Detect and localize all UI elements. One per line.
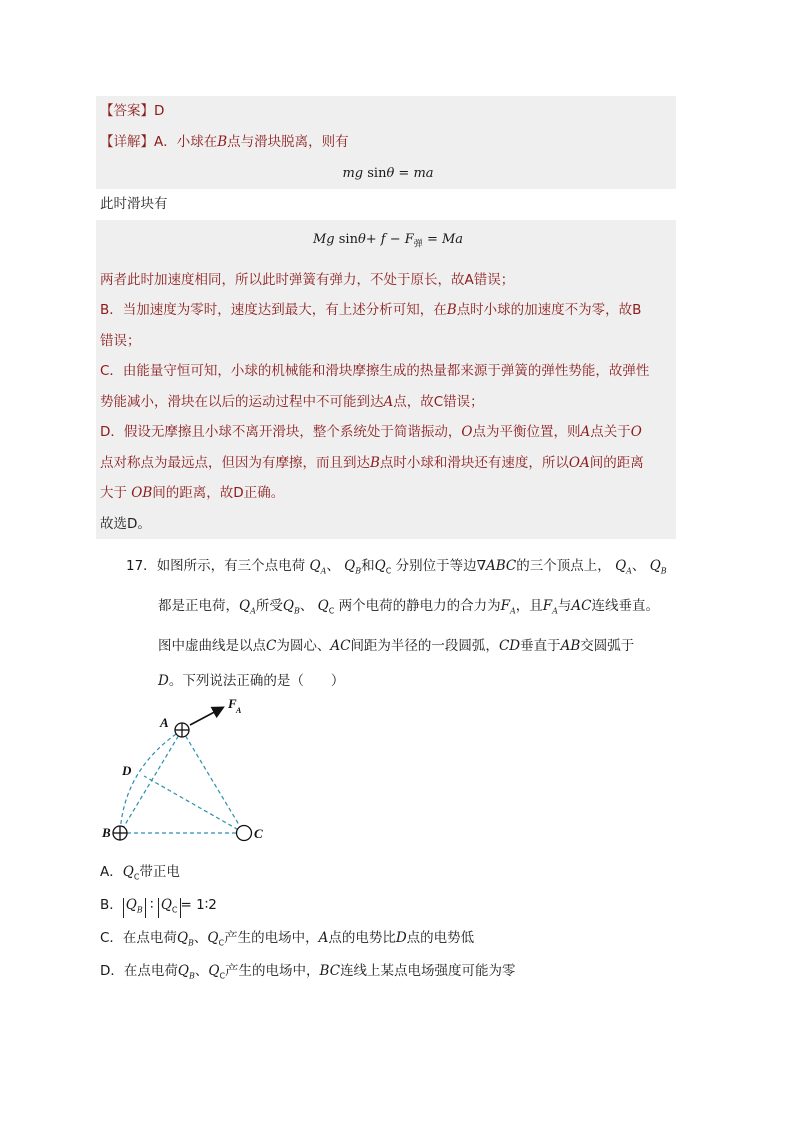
q-sub: B (660, 566, 667, 576)
q-sep: 、 (194, 963, 209, 979)
charge-diagram (104, 696, 274, 846)
charge-b-positive-icon (113, 826, 127, 840)
detail-explanation (96, 265, 676, 540)
q-symbol: Q (649, 558, 661, 574)
q-text: 间距为半径的一段圆弧， (350, 638, 499, 655)
option-c-a: A (318, 930, 329, 946)
q-text: 交圆弧于 (580, 638, 635, 655)
cd-symbol: CD (498, 638, 521, 655)
eq1-right: θ = ma (386, 166, 434, 181)
q-sub: A (320, 566, 327, 576)
d-point-b: B (370, 454, 380, 471)
q-sub: B (293, 606, 300, 616)
d-point-o2: O (630, 424, 642, 441)
option-d-end: 连线上某点电场强度可能为零 (340, 963, 516, 979)
a-conclusion: 两者此时加速度相同，所以此时弹簧有弹力，不处于原长，故A错误； (100, 271, 515, 288)
q-text: 。下列说法正确的是（ ） (168, 672, 345, 689)
eq2-part4: = Ma (422, 232, 464, 247)
option-a-prefix: A． (100, 864, 123, 880)
q-text: 图中虚曲线是以点 (158, 638, 266, 655)
f-symbol: F (500, 598, 510, 615)
q-sub: C (171, 905, 178, 915)
option-d[interactable] (100, 955, 660, 988)
question-line-4 (126, 664, 686, 699)
eq2-part1: Mg (312, 232, 335, 247)
f-sub: A (509, 606, 516, 616)
option-d-prefix: D．在点电荷 (100, 963, 178, 979)
c-symbol: C (266, 638, 277, 655)
abs-qc (158, 898, 181, 918)
final-answer: 故选D。 (100, 515, 151, 532)
q-sep: 、 (631, 558, 646, 574)
question-line-3 (126, 629, 686, 664)
detail-label: 【详解】 (100, 134, 154, 150)
ac-symbol: AC (330, 638, 351, 655)
b-line-2: 错误； (100, 332, 141, 349)
answer-value: D (154, 103, 165, 119)
point-b: B (217, 134, 228, 150)
q-text: 如图所示，有三个点电荷 (156, 558, 306, 574)
charge-a-positive-icon (175, 723, 189, 737)
label-c: C (254, 826, 263, 841)
option-a[interactable] (100, 856, 660, 889)
ac-symbol: AC (571, 598, 592, 615)
question-line-2 (126, 589, 686, 629)
b-text-2: 点时小球的加速度不为零，故B (456, 302, 642, 319)
b-text-1: B．当加速度为零时，速度达到最大，有上述分析可知，在 (100, 302, 447, 319)
q-symbol: Q (208, 963, 220, 979)
segment-ac (182, 730, 244, 833)
q-text: 都是正电荷， (158, 598, 239, 615)
b-line-1 (100, 295, 676, 326)
d-text-8: 间的距离，故D正确。 (152, 485, 285, 502)
abs-qb (123, 898, 146, 918)
d-text-2: 点为平衡位置，则 (472, 424, 581, 441)
q-symbol: Q (615, 558, 627, 574)
d-line-2 (100, 448, 676, 479)
q-text: 连线垂直。 (591, 598, 659, 615)
option-c-text: 点的电势比 (328, 930, 396, 946)
answer-options (100, 856, 660, 988)
eq1-sin: sin (367, 166, 387, 181)
q-symbol: Q (239, 598, 251, 615)
f-sub: A (552, 606, 558, 616)
segment-cd (144, 776, 244, 833)
eq2-subscript: 弹 (413, 239, 423, 250)
option-b-ratio: = 1∶2 (180, 897, 217, 913)
triangle-symbol: ∇ABC (476, 558, 517, 574)
eq2-part3: θ+ f − F (357, 232, 414, 247)
q-sub: B (136, 905, 143, 915)
option-c-d: D (395, 930, 407, 946)
q-sub: B (188, 938, 194, 948)
question-line-1 (126, 549, 686, 589)
d-text-6: 间的距离 (589, 454, 644, 471)
q-sub: C (385, 566, 392, 576)
q-sub: C (328, 606, 335, 616)
q-symbol: Q (344, 558, 356, 574)
d-ob: OB (131, 485, 153, 502)
q-symbol: Q (374, 558, 386, 574)
label-b: B (102, 825, 111, 840)
q-sep: 、 (326, 558, 340, 574)
option-c[interactable] (100, 922, 660, 955)
label-d: D (122, 763, 132, 778)
d-text-4: 点对称点为最远点，但因为有摩擦，而且到达 (100, 454, 370, 471)
q-sub: B (188, 971, 195, 981)
d-text-3: 点关于 (590, 424, 631, 441)
q-sub: B (355, 566, 362, 576)
d-text-7: 大于 (100, 485, 132, 502)
q-text: 的三个顶点上， (516, 558, 611, 574)
label-f: F (228, 696, 237, 711)
answer-explanation (96, 96, 676, 539)
option-b-prefix: B． (100, 897, 123, 913)
q-symbol: Q (160, 897, 172, 913)
eq2-sin: sin (338, 232, 358, 247)
option-a-text: 带正电 (139, 864, 180, 880)
q-sub: A (626, 566, 632, 576)
c-line-1: C．由能量守恒可知，小球的机械能和滑块摩擦生成的热量都来源于弹簧的弹性势能，故弹性 (100, 363, 650, 380)
option-c-prefix: C．在点电荷 (100, 930, 177, 946)
eq1-left: mg (342, 166, 364, 181)
label-f-subscript: A (236, 706, 242, 715)
q-text: 分别位于等边 (395, 558, 477, 574)
q-and: 和 (361, 558, 375, 574)
detail-a-text-2: 点与滑块脱离，则有 (227, 134, 349, 150)
q-sub: A (250, 606, 256, 616)
label-a: A (160, 715, 169, 730)
d-text-1: D．假设无摩擦且小球不离开滑块，整个系统处于简谐振动， (100, 424, 462, 441)
q-text: ，且 (515, 598, 543, 615)
b-point: B (446, 302, 457, 319)
question-number: 17． (126, 558, 157, 574)
q-text: 所受 (255, 598, 283, 615)
q-symbol: Q (317, 598, 329, 615)
arc-ab (120, 730, 182, 833)
option-d-mid: 产生的电场中， (225, 963, 320, 979)
answer-label: 【答案】 (100, 103, 154, 119)
q-symbol: Q (309, 558, 321, 574)
q-text: 为圆心、 (276, 638, 331, 655)
d-symbol: D (158, 672, 169, 689)
q-symbol: Q (207, 930, 219, 946)
q-symbol: Q (176, 930, 189, 946)
option-d-bc: BC (319, 963, 341, 979)
q-symbol: Q (282, 598, 294, 615)
d-line-1 (100, 417, 676, 448)
q-symbol: Q (122, 864, 134, 880)
q-sub: C (218, 938, 225, 948)
q-sep: 、 (193, 930, 208, 946)
q-sub: C (219, 971, 226, 981)
d-line-3 (100, 478, 676, 509)
diagram-svg (104, 696, 274, 846)
c-text-2: 点，故C错误； (393, 393, 484, 410)
c-point: A (383, 393, 394, 410)
c-line-2 (100, 387, 676, 418)
answer-line (96, 96, 676, 127)
f-symbol: F (542, 598, 553, 615)
detail-a-line (96, 127, 676, 158)
q-text: 两个电荷的静电力的合力为 (338, 598, 501, 615)
slider-line: 此时滑块有 (100, 196, 168, 212)
force-arrow-icon (190, 708, 222, 725)
detail-a-text: A．小球在 (154, 134, 218, 150)
d-point-o: O (461, 424, 473, 441)
segment-ab (120, 730, 182, 833)
d-point-a: A (580, 424, 591, 441)
q-symbol: Q (125, 897, 137, 913)
option-b[interactable]: B． $Q_B$ ∶ $Q_C$ = 1∶2 (100, 889, 660, 922)
d-text-5: 点时小球和滑块还有速度，所以 (379, 454, 569, 471)
d-oa: OA (568, 454, 590, 471)
q-symbol: Q (177, 963, 189, 979)
equation-1 (96, 158, 676, 189)
c-text-1: 势能减小，滑块在以后的运动过程中不可能到达 (100, 393, 384, 410)
q-text: 垂直于 (520, 638, 561, 655)
ab-symbol: AB (560, 638, 581, 655)
q-sep: 、 (299, 598, 314, 615)
charge-c-icon (237, 826, 252, 841)
option-c-mid: 产生的电场中， (224, 930, 319, 946)
q-text: 与 (557, 598, 572, 615)
q-sub: C (133, 872, 140, 882)
question-17 (126, 549, 686, 698)
option-c-end: 点的电势低 (406, 930, 475, 946)
equation-2 (96, 220, 676, 265)
